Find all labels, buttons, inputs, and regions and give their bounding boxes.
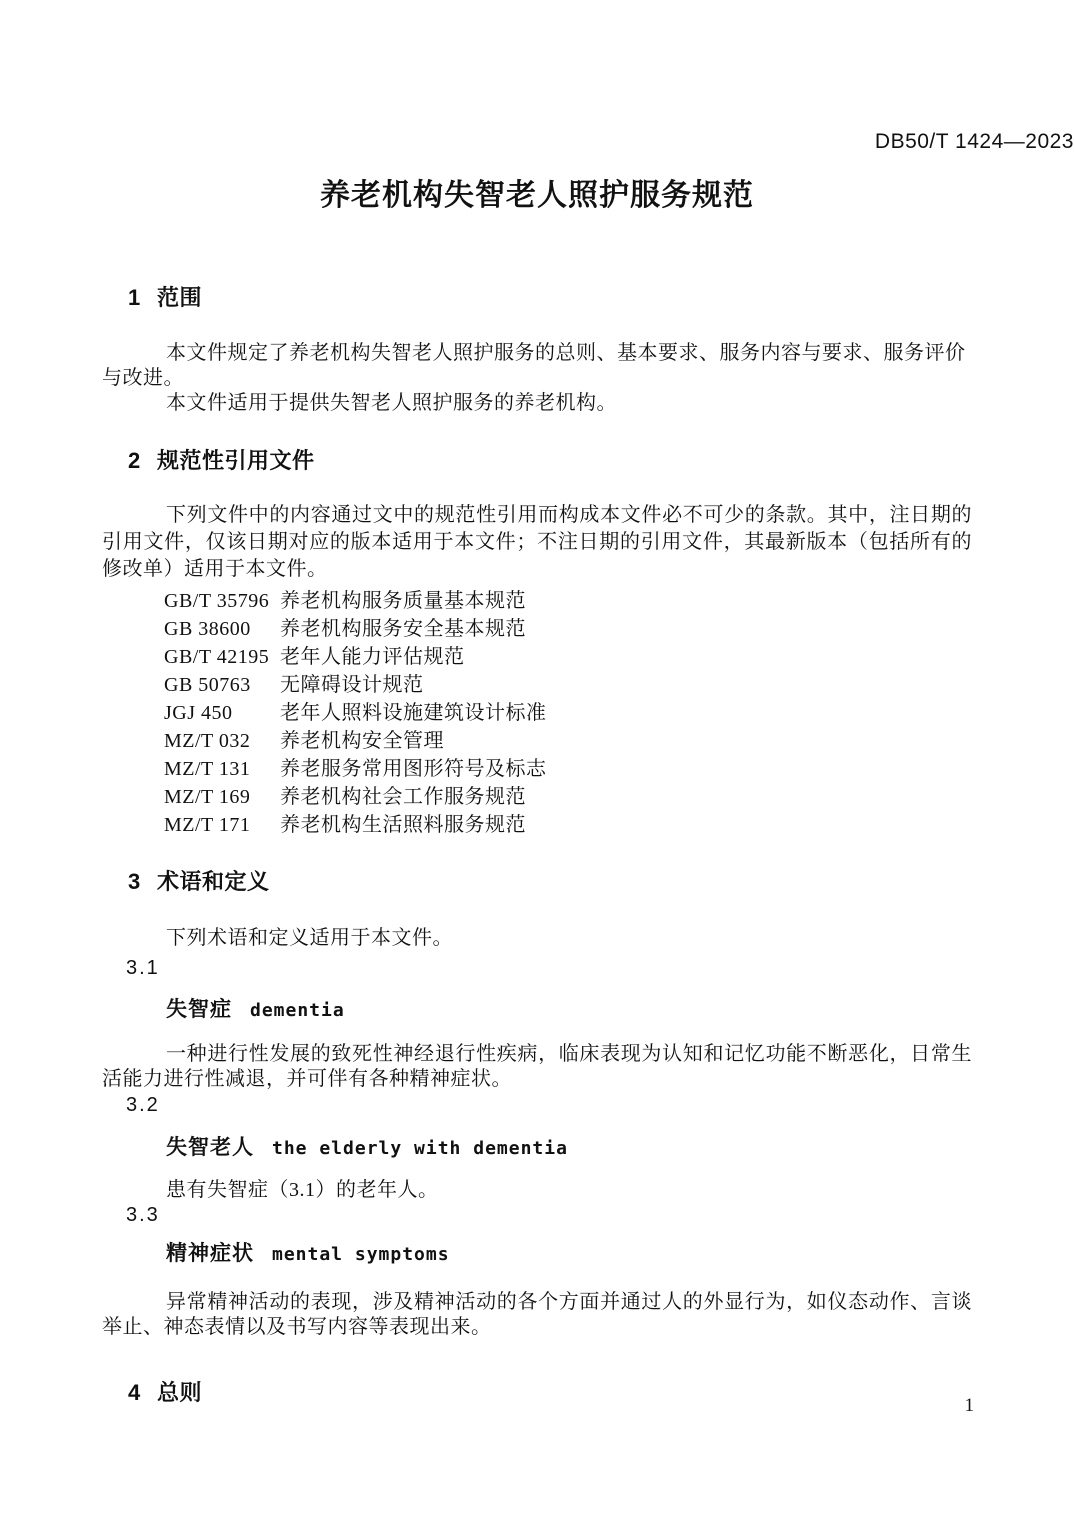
clause-2-number: 2	[128, 448, 141, 473]
doc-standard-code: DB50/T 1424—2023	[874, 130, 1074, 153]
document-body	[102, 285, 972, 1406]
reference-row	[102, 671, 972, 699]
reference-code: GB 50763	[164, 674, 251, 696]
scope-paragraph-1: 本文件规定了养老机构失智老人照护服务的总则、基本要求、服务内容与要求、服务评价与改进。	[102, 342, 966, 389]
reference-title: 老年人能力评估规范	[280, 646, 465, 668]
reference-list	[102, 587, 972, 839]
clause-1-heading	[102, 285, 972, 311]
reference-row	[102, 615, 972, 643]
reference-row	[102, 755, 972, 783]
clause-1-label: 范围	[157, 285, 203, 310]
term-3-1-number: 3.1	[126, 957, 160, 979]
reference-row	[102, 811, 972, 839]
terms-intro: 下列术语和定义适用于本文件。	[166, 927, 453, 949]
page-number: 1	[964, 1395, 974, 1416]
reference-code: MZ/T 169	[164, 786, 251, 808]
term-3-1-name	[102, 997, 972, 1024]
normative-references-intro: 下列文件中的内容通过文中的规范性引用而构成本文件必不可少的条款。其中，注日期的引用文件，仅该日期对应的版本适用于本文件；不注日期的引用文件，其最新版本（包括所有的修改单）适用于本文件。	[102, 504, 972, 580]
term-3-1-en: dementia	[250, 1000, 345, 1021]
term-3-3-definition: 异常精神活动的表现，涉及精神活动的各个方面并通过人的外显行为，如仪态动作、言谈举止、神态表情以及书写内容等表现出来。	[102, 1291, 972, 1338]
clause-1-number: 1	[128, 285, 141, 310]
reference-row	[102, 783, 972, 811]
reference-title: 养老机构服务安全基本规范	[280, 618, 526, 640]
reference-row	[102, 643, 972, 671]
term-3-3-number: 3.3	[126, 1204, 160, 1226]
reference-title: 养老机构服务质量基本规范	[280, 590, 526, 612]
clause-3-number: 3	[128, 869, 141, 894]
term-3-3-en: mental symptoms	[272, 1244, 450, 1265]
reference-title: 养老机构社会工作服务规范	[280, 786, 526, 808]
clause-4-heading	[102, 1380, 972, 1406]
clause-4-number: 4	[128, 1380, 141, 1405]
clause-2-heading	[102, 448, 972, 474]
reference-code: MZ/T 171	[164, 814, 251, 836]
reference-code: GB/T 42195	[164, 646, 270, 668]
clause-2-label: 规范性引用文件	[157, 448, 315, 473]
reference-title: 无障碍设计规范	[280, 674, 424, 696]
reference-title: 养老机构安全管理	[280, 730, 444, 752]
clause-3-heading	[102, 869, 972, 895]
term-3-2-en: the elderly with dementia	[272, 1138, 568, 1159]
reference-code: GB/T 35796	[164, 590, 270, 612]
reference-title: 老年人照料设施建筑设计标准	[280, 702, 547, 724]
term-3-3-zh: 精神症状	[166, 1242, 254, 1265]
clause-4-label: 总则	[157, 1380, 203, 1405]
reference-row	[102, 587, 972, 615]
term-3-1-definition: 一种进行性发展的致死性神经退行性疾病，临床表现为认知和记忆功能不断恶化，日常生活能力进行性减退，并可伴有各种精神症状。	[102, 1043, 972, 1090]
term-3-2-number: 3.2	[126, 1094, 160, 1116]
reference-title: 养老机构生活照料服务规范	[280, 814, 526, 836]
scope-paragraph-2: 本文件适用于提供失智老人照护服务的养老机构。	[166, 392, 617, 414]
term-3-2-zh: 失智老人	[166, 1136, 254, 1159]
doc-title: 养老机构失智老人照护服务规范	[320, 179, 754, 212]
term-3-3-name	[102, 1241, 972, 1268]
clause-3-label: 术语和定义	[157, 869, 270, 894]
reference-code: MZ/T 032	[164, 730, 251, 752]
reference-title: 养老服务常用图形符号及标志	[280, 758, 547, 780]
reference-code: MZ/T 131	[164, 758, 251, 780]
term-3-2-definition: 患有失智症（3.1）的老年人。	[166, 1179, 439, 1201]
reference-row	[102, 699, 972, 727]
reference-code: JGJ 450	[164, 702, 233, 724]
term-3-2-name	[102, 1135, 972, 1162]
term-3-1-zh: 失智症	[166, 998, 232, 1021]
reference-code: GB 38600	[164, 618, 251, 640]
reference-row	[102, 727, 972, 755]
